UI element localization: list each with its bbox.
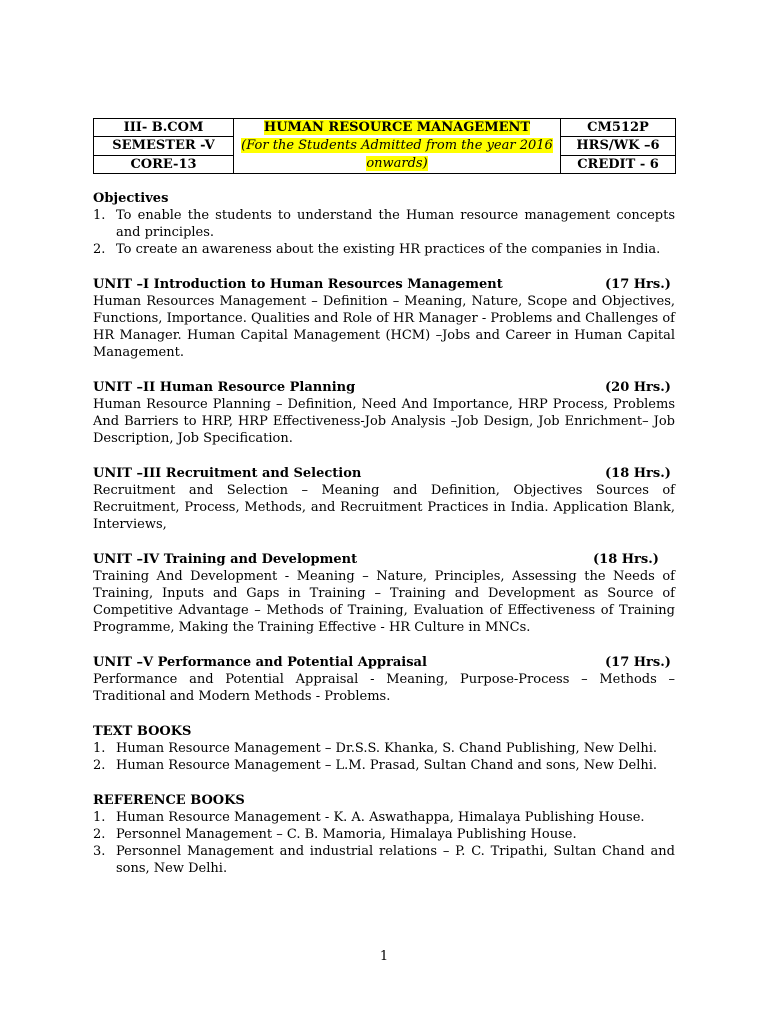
objectives-heading: Objectives	[93, 191, 169, 206]
class-cell: III- B.COM	[94, 119, 234, 137]
unit-5-section	[93, 654, 675, 705]
unit-hours: (18 Hrs.)	[593, 552, 659, 567]
unit-4-section	[93, 551, 675, 636]
list-item: 1. Human Resource Management - K. A. Aswathappa, Himalaya Publishing House.	[93, 810, 645, 825]
text-books-list	[93, 740, 675, 774]
list-item: 2. Personnel Management – C. B. Mamoria, Himalaya Publishing House.	[93, 827, 577, 842]
syllabus-page	[93, 118, 675, 877]
list-item: 2. To create an awareness about the existing HR practices of the companies in India.	[93, 242, 661, 257]
unit-heading	[93, 654, 675, 671]
unit-hours: (17 Hrs.)	[605, 277, 671, 292]
unit-body: Performance and Potential Appraisal - Meaning, Purpose-Process – Methods – Traditional and Modern Methods - Problems.	[93, 672, 675, 704]
unit-hours: (20 Hrs.)	[605, 380, 671, 395]
unit-title: UNIT –V Performance and Potential Appraisal	[93, 655, 427, 670]
unit-heading	[93, 465, 675, 482]
reference-books-list	[93, 809, 675, 877]
unit-hours: (17 Hrs.)	[605, 655, 671, 670]
list-item: 1. To enable the students to understand the Human resource management concepts and principles.	[93, 208, 675, 240]
list-item: 3. Personnel Management and industrial relations – P. C. Tripathi, Sultan Chand and sons, New Delhi.	[93, 844, 675, 876]
unit-body: Training And Development - Meaning – Nature, Principles, Assessing the Needs of Training, Inputs and Gaps in Training – Training and Development as Source of Competitive Advantage – Methods of Training, Evaluation of Effectiveness of Training Programme, Making the Training Effective - HR Culture in MNCs.	[93, 569, 675, 635]
unit-title: UNIT –I Introduction to Human Resources Management	[93, 277, 503, 292]
unit-3-section	[93, 465, 675, 533]
course-subtitle: (For the Students Admitted from the year 2016 onwards)	[241, 138, 553, 171]
text-books-heading: TEXT BOOKS	[93, 724, 192, 739]
unit-title: UNIT –II Human Resource Planning	[93, 380, 356, 395]
core-cell: CORE-13	[94, 155, 234, 173]
course-title-cell	[234, 119, 561, 174]
unit-hours: (18 Hrs.)	[605, 466, 671, 481]
credit-cell: CREDIT - 6	[561, 155, 676, 173]
unit-2-section	[93, 379, 675, 447]
course-code-cell: CM512P	[561, 119, 676, 137]
unit-1-section	[93, 276, 675, 361]
list-item: 1. Human Resource Management – Dr.S.S. Khanka, S. Chand Publishing, New Delhi.	[93, 741, 658, 756]
semester-cell: SEMESTER -V	[94, 137, 234, 155]
objectives-list	[93, 207, 675, 258]
unit-heading	[93, 551, 675, 568]
unit-body: Human Resource Planning – Definition, Need And Importance, HRP Process, Problems And Barriers to HRP, HRP Effectiveness-Job Analysis –Job Design, Job Enrichment– Job Description, Job Specification.	[93, 397, 675, 446]
hours-per-week-cell: HRS/WK –6	[561, 137, 676, 155]
course-header-table	[93, 118, 676, 174]
reference-books-section	[93, 792, 675, 877]
list-item: 2. Human Resource Management – L.M. Prasad, Sultan Chand and sons, New Delhi.	[93, 758, 658, 773]
unit-heading	[93, 276, 675, 293]
reference-books-heading: REFERENCE BOOKS	[93, 793, 245, 808]
unit-body: Recruitment and Selection – Meaning and Definition, Objectives Sources of Recruitment, Process, Methods, and Recruitment Practices in India. Application Blank, Interviews,	[93, 483, 675, 532]
unit-title: UNIT –IV Training and Development	[93, 552, 358, 567]
unit-body: Human Resources Management – Definition – Meaning, Nature, Scope and Objectives, Functions, Importance. Qualities and Role of HR Manager - Problems and Challenges of HR Manager. Human Capital Management (HCM) –Jobs and Career in Human Capital Management.	[93, 294, 675, 360]
page-number: 1	[379, 949, 389, 964]
unit-title: UNIT –III Recruitment and Selection	[93, 466, 362, 481]
objectives-section	[93, 190, 675, 258]
unit-heading	[93, 379, 675, 396]
text-books-section	[93, 723, 675, 774]
course-title: HUMAN RESOURCE MANAGEMENT	[263, 120, 531, 135]
